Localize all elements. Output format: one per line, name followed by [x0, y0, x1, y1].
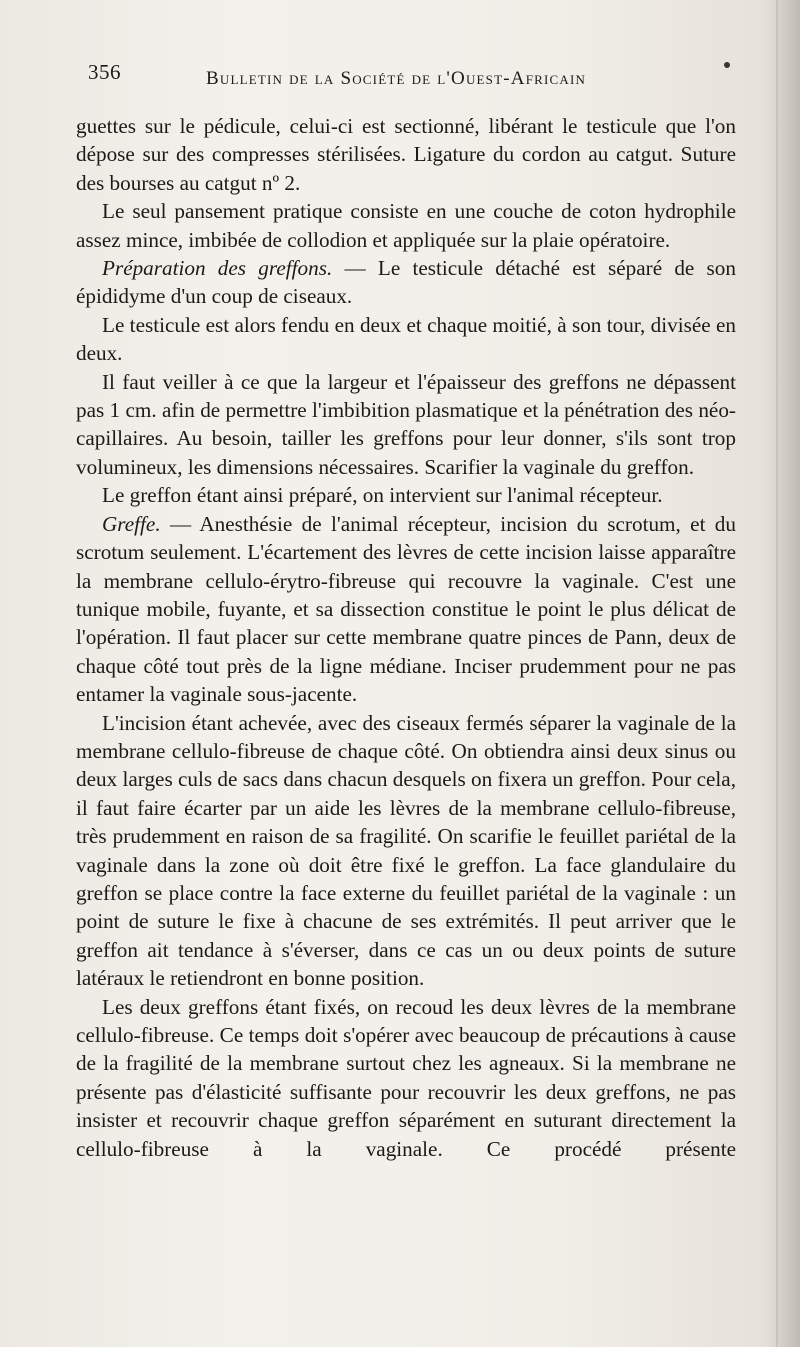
page-header: [88, 60, 728, 100]
paragraph: Le greffon étant ainsi préparé, on intervient sur l'animal récepteur.: [102, 483, 663, 508]
paragraph: L'incision étant achevée, avec des ciseaux fermés séparer la vaginale de la membrane cellulo-fibreuse de chaque côté. On obtiendra ainsi deux sinus ou deux larges culs de sacs dans chacun desquels on fixera un greffon. Pour cela, il faut faire écarter par un aide les lèvres de la membrane cellulo-fibreuse, très prudemment en raison de sa fragilité. On scarifie le feuillet pariétal de la vaginale dans la zone où doit être fixé le greffon. La face glandulaire du greffon se place contre la face externe du feuillet pariétal de la vaginale : un point de suture le fixe à chacune de ses extrémités. Il peut arriver que le greffon ait tendance à s'éverser, dans ce cas un ou deux points de suture latéraux le retiendront en bonne position.: [76, 710, 736, 991]
paragraph: Il faut veiller à ce que la largeur et l'épaisseur des greffons ne dépassent pas 1 cm. afin de permettre l'imbibition plasmatique et la pénétration des néo-capillaires. Au besoin, tailler les greffons pour leur donner, s'ils sont trop volumineux, les dimensions nécessaires. Scarifier la vaginale du greffon.: [76, 369, 736, 479]
paragraph: guettes sur le pédicule, celui-ci est sectionné, libérant le testicule que l'on dépose sur des compresses stérilisées. Ligature du cordon au catgut. Suture des bourses au catgut nº 2.: [76, 114, 736, 195]
running-title: Bulletin de la Société de l'Ouest-Africain: [206, 68, 587, 89]
section-title: Préparation des greffons.: [102, 256, 333, 281]
page-edge-line: [776, 0, 778, 1347]
page-edge-shadow: [762, 0, 800, 1347]
paragraph: Préparation des greffons. — Le testicule détaché est séparé de son épididyme d'un coup de ciseaux.: [76, 256, 736, 309]
body-text: [76, 112, 736, 1163]
ink-dot: [724, 62, 730, 68]
paragraph: Le seul pansement pratique consiste en une couche de coton hydrophile assez mince, imbibée de collodion et appliquée sur la plaie opératoire.: [76, 199, 736, 252]
paragraph: Les deux greffons étant fixés, on recoud les deux lèvres de la membrane cellulo-fibreuse. Ce temps doit s'opérer avec beaucoup de précautions à cause de la fragilité de la membrane surtout chez les agneaux. Si la membrane ne présente pas d'élasticité suffisante pour recouvrir les deux greffons, ne pas insister et recouvrir chaque greffon séparément en suturant directement la cellulo-fibreuse à la vaginale. Ce procédé présente: [76, 994, 736, 1161]
page-number: 356: [88, 60, 121, 84]
paragraph: Greffe. — Anesthésie de l'animal récepteur, incision du scrotum, et du scrotum seulement. L'écartement des lèvres de cette incision laisse apparaître la membrane cellulo-érytro-fibreuse qui recouvre la vaginale. C'est une tunique mobile, fuyante, et sa dissection constitue le point le plus délicat de l'opération. Il faut placer sur cette membrane quatre pinces de Pann, deux de chaque côté tout près de la ligne médiane. Inciser prudemment pour ne pas entamer la vaginale sous-jacente.: [76, 511, 736, 707]
paragraph: Le testicule est alors fendu en deux et chaque moitié, à son tour, divisée en deux.: [76, 312, 736, 366]
section-title: Greffe.: [102, 511, 161, 536]
